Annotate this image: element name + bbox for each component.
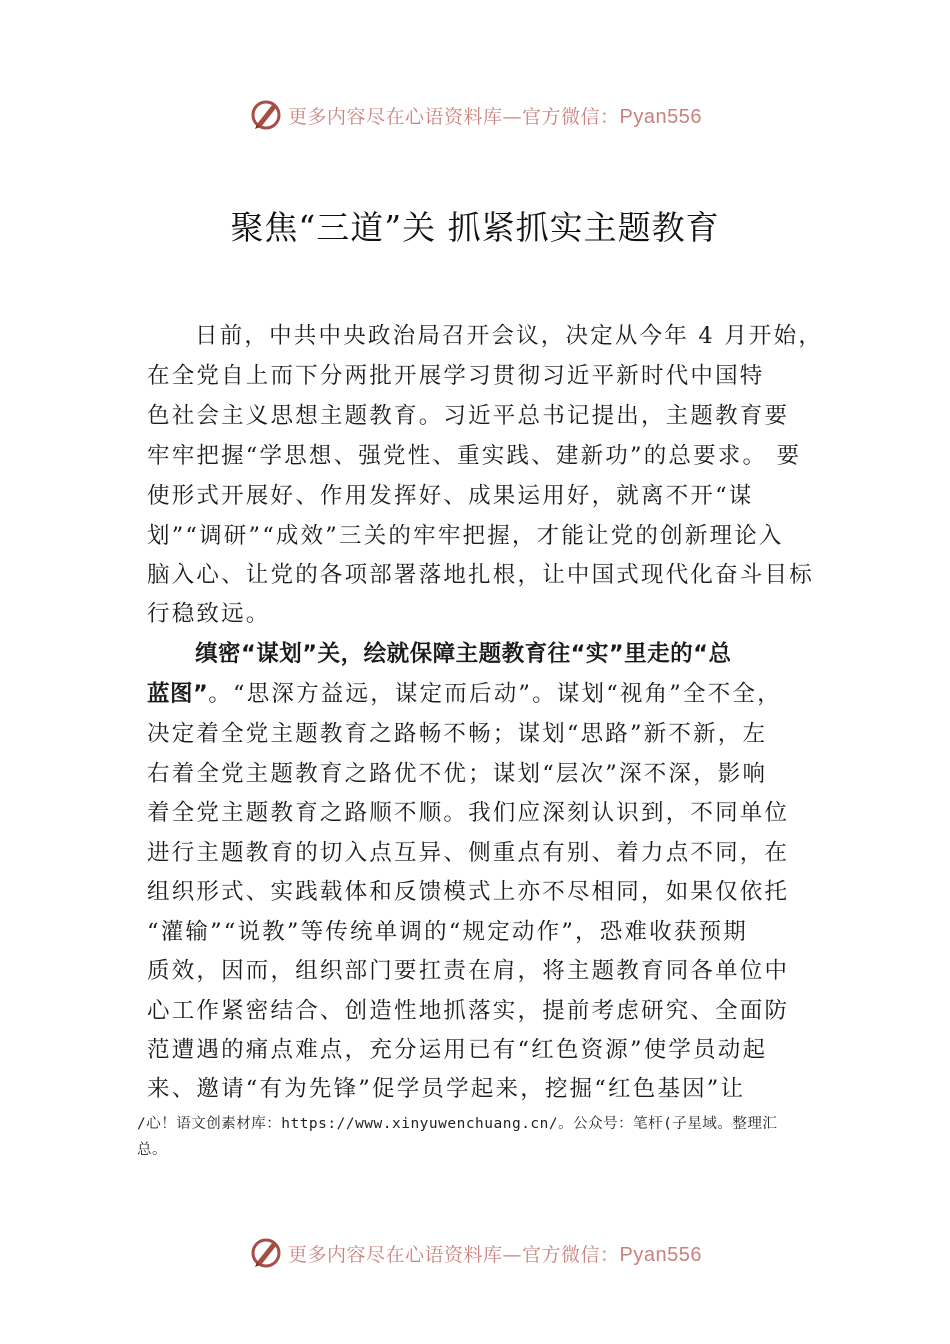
banner-wechat-id: Pyan556 bbox=[619, 105, 702, 128]
section-heading: 缜密“谋划”关，绘就保障主题教育往“实”里走的“总 bbox=[195, 641, 732, 667]
banner-text: 更多内容尽在心语资料库—官方微信：Pyan556 bbox=[288, 1243, 702, 1266]
page-title: 聚焦“三道”关 抓紧抓实主题教育 bbox=[230, 208, 720, 247]
text-line: 日前，中共中央政治局召开会议，决定从今年 4 月开始， bbox=[195, 323, 824, 349]
header-banner bbox=[0, 95, 950, 135]
text-line: 质效，因而，组织部门要扛责在肩，将主题教育同各单位中 bbox=[147, 958, 790, 984]
text-line: 脑入心、让党的各项部署落地扎根，让中国式现代化奋斗目标 bbox=[147, 562, 814, 588]
text-line: “灌输”“说教”等传统单调的“规定动作”，恐难收获预期 bbox=[147, 919, 748, 945]
pen-logo-icon bbox=[248, 97, 284, 133]
text-line: 行稳致远。 bbox=[147, 601, 271, 627]
text-line: 色社会主义思想主题教育。习近平总书记提出，主题教育要 bbox=[147, 403, 790, 429]
pen-logo-icon bbox=[248, 1235, 284, 1271]
text-line: 决定着全党主题教育之路畅不畅；谋划“思路”新不新，左 bbox=[147, 721, 768, 747]
text-line: 蓝图”。“思深方益远，谋定而后动”。谋划“视角”全不全， bbox=[147, 681, 782, 707]
text-line: 组织形式、实践载体和反馈模式上亦不尽相同，如果仅依托 bbox=[147, 879, 790, 905]
section-heading-end: 蓝图” bbox=[147, 681, 209, 707]
banner-text: 更多内容尽在心语资料库—官方微信：Pyan556 bbox=[288, 105, 702, 128]
footer-note-line-1: /心！语文创素材库：https://www.xinyuwenchuang.cn/。公众号：笔杆(子星域。整理汇 bbox=[137, 1116, 778, 1132]
text-line: 在全党自上而下分两批开展学习贯彻习近平新时代中国特 bbox=[147, 363, 765, 389]
text-line: 使形式开展好、作用发挥好、成果运用好，就离不开“谋 bbox=[147, 483, 754, 509]
text-line: 进行主题教育的切入点互异、侧重点有别、着力点不同，在 bbox=[147, 840, 790, 866]
footer-banner bbox=[0, 1233, 950, 1273]
footer-note-line-2: 总。 bbox=[137, 1142, 167, 1158]
text-line: 牢牢把握“学思想、强党性、重实践、建新功”的总要求。 要 bbox=[147, 443, 802, 469]
text-line: 划”“调研”“成效”三关的牢牢把握，才能让党的创新理论入 bbox=[147, 523, 784, 549]
text-line: 心工作紧密结合、创造性地抓落实，提前考虑研究、全面防 bbox=[147, 998, 790, 1024]
text-line: 范遭遇的痛点难点，充分运用已有“红色资源”使学员动起 bbox=[147, 1037, 768, 1063]
text-line: 着全党主题教育之路顺不顺。我们应深刻认识到，不同单位 bbox=[147, 800, 790, 826]
banner-wechat-id: Pyan556 bbox=[619, 1243, 702, 1266]
text-line: 右着全党主题教育之路优不优；谋划“层次”深不深，影响 bbox=[147, 761, 768, 787]
text-line: 来、邀请“有为先锋”促学员学起来，挖掘“红色基因”让 bbox=[147, 1076, 746, 1102]
